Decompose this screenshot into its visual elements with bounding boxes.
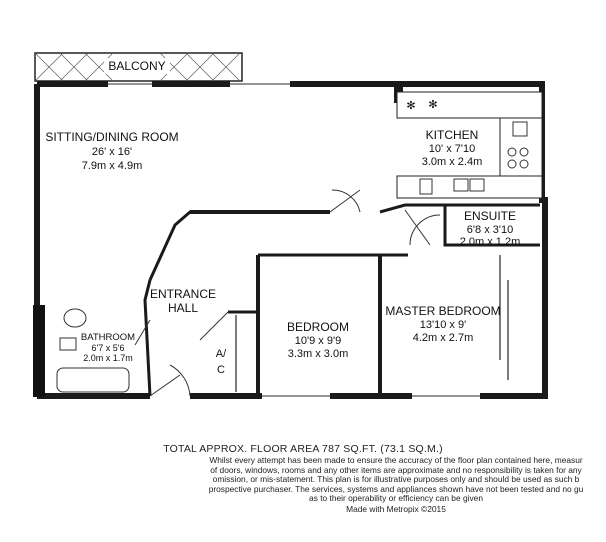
door-swing [330,190,360,212]
room-metric-bathroom: 2.0m x 1.7m [83,353,133,363]
room-imperial-sitting: 26' x 16' [91,146,133,158]
balcony-label: BALCONY [108,59,166,73]
total-floor-area: TOTAL APPROX. FLOOR AREA 787 SQ.FT. (73.1 SQ.M.) [163,443,443,455]
disclaimer [198,456,594,504]
room-metric-kitchen: 3.0m x 2.4m [421,156,483,168]
toilet-icon [64,309,86,327]
room-metric-ensuite: 2.0m x 1.2m [459,236,521,248]
room-imperial-master: 13'10 x 9' [419,319,467,331]
bath-icon [57,368,129,392]
room-name-master: MASTER BEDROOM [385,304,501,318]
room-metric-sitting: 7.9m x 4.9m [81,160,143,172]
room-name-sitting: SITTING/DINING ROOM [45,130,179,144]
room-imperial-bedroom: 10'9 x 9'9 [294,335,342,347]
disclaimer-line: of doors, windows, rooms and any other items are approximate and no responsibility is taken for any [210,464,582,475]
room-imperial-ensuite: 6'8 x 3'10 [466,224,514,236]
structural-column [33,305,45,397]
room-name-bedroom: BEDROOM [286,320,350,334]
made-with-credit: Made with Metropix ©2015 [346,504,446,514]
disclaimer-line: Whilst every attempt has been made to ensure the accuracy of the floor plan contained here, measur [209,455,583,465]
room-name-ensuite: ENSUITE [463,209,517,223]
door-swing [150,365,190,396]
ac-label-2: C [217,364,225,376]
room-name-kitchen: KITCHEN [425,128,479,142]
door-swing [200,312,228,340]
freezer-icon: ✻ [406,100,416,112]
disclaimer-line: prospective purchaser. The services, systems and appliances shown have not been tested and no gu [208,483,584,494]
room-metric-master: 4.2m x 2.7m [412,332,474,344]
door-swing [405,210,440,245]
fridge-icon: ✻ [428,99,438,111]
room-imperial-kitchen: 10' x 7'10 [428,143,476,155]
room-metric-bedroom: 3.3m x 3.0m [287,348,349,360]
sink-icon [60,338,76,350]
ac-label-1: A/ [215,348,227,360]
room-imperial-bathroom: 6'7 x 5'6 [91,343,125,353]
disclaimer-line: as to their operability or efficiency can be given [309,493,483,504]
room-name-bathroom: BATHROOM [80,332,136,343]
room-name-entrance-1: ENTRANCE [149,287,217,301]
disclaimer-line: omission, or mis-statement. This plan is for illustrative purposes only and should be used as such b [212,474,580,485]
room-name-entrance-2: HALL [167,301,199,315]
